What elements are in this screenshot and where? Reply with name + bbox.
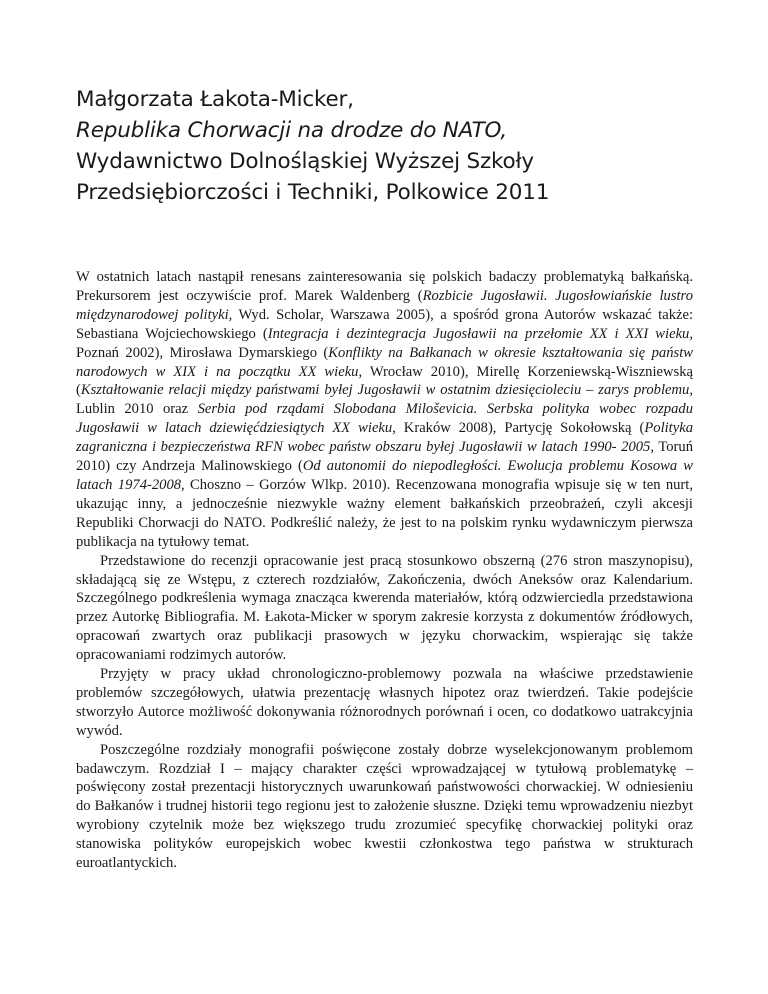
text-run: Przedstawione do recenzji opracowanie jest pracą stosunkowo obszerną (276 stron maszynopisu), składającą się ze Wstępu, z czterech rozdziałów, Zakończenia, dwóch Aneksów oraz Kalendarium. Szczególnego podkreślenia wymaga znacząca kwerenda materiałów, którą odzwierciedla przedstawiona przez Autorkę Bibliografia. M. Łakota-Micker w sporym zakresie korzysta z dokumentów źródłowych, opracowań zwartych oraz publikacji prasowych w języku chorwackim, wspierając się także opracowaniami rodzimych autorów.: [76, 552, 693, 664]
text-run: Przyjęty w pracy układ chronologiczno-problemowy pozwala na właściwe przedstawienie problemów szczegółowych, ułatwia prezentację własnych hipotez oraz twierdzeń. Takie podejście stworzyło Autorce możliwość dokonywania różnorodnych porównań i ocen, co dodatkowo uatrakcyjnia wywód.: [76, 666, 693, 739]
paragraph: [76, 665, 693, 741]
publisher-line: Przedsiębiorczości i Techniki, Polkowice 2011: [76, 180, 550, 205]
author-name: Małgorzata Łakota-Micker,: [76, 87, 354, 112]
italic-citation: Kształtowanie relacji między państwami byłej Jugosławii w ostatnim dziesięcioleciu – zarys problemu: [80, 382, 690, 399]
text-run: Poznań 2002), Mirosława Dymarskiego (: [76, 344, 329, 361]
italic-citation: Serbia pod rządami Slobodana Miloševicia. Serbska polityka wobec rozpadu Jugosławii w latach dziewięćdziesiątych XX wieku,: [76, 401, 693, 437]
italic-citation: Konflikty na Bałkanach w okresie kształtowania się państw narodowych w XIX i na początku XX wieku,: [76, 344, 693, 380]
text-run: , Choszno – Gorzów Wlkp. 2010). Recenzowana monografia wpisuje się w ten nurt, ukazując inny, a jednocześnie niezwykle ważny element bałkańskich przeobrażeń, czyli akcesji Republiki Chorwacji do NATO. Podkreślić należy, że jest to na polskim rynku wydawniczym pierwsza publikacja na tytułowy temat.: [76, 476, 693, 550]
book-title: Republika Chorwacji na drodze do NATO,: [76, 118, 508, 143]
text-run: Wyd. Scholar, Warszawa 2005), a spośród grona Autorów wskazać także: Sebastiana Wojciechowskiego (: [76, 306, 694, 342]
italic-citation: Integracja i dezintegracja Jugosławii na przełomie XX i XXI wieku,: [267, 325, 693, 342]
review-page: [76, 84, 693, 873]
text-run: Poszczególne rozdziały monografii poświęcone zostały dobrze wyselekcjonowanym problemom badawczym. Rozdział I – mający charakter części wprowadzającej w tytułową problematykę – poświęcony został prezentacji historycznych uwarunkowań państwowości chorwackiej. W odniesieniu do Bałkanów i trudnej historii tego regionu jest to założenie słuszne. Dzięki temu wprowadzeniu niezbyt wyrobiony czytelnik może bez większego trudu zrozumieć specyfikę chorwackiej polityki oraz stanowiska polityków europejskich wobec kwestii członkostwa tego państwa w strukturach euroatlantyckich.: [76, 741, 693, 872]
paragraph: [76, 268, 693, 552]
paragraph: [76, 552, 693, 665]
italic-citation: Rozbicie Jugosławii. Jugosłowiańskie lustro międzynarodowej polityki,: [76, 287, 693, 323]
text-run: Kraków 2008), Partycję Sokołowską (: [395, 420, 645, 437]
paragraph: [76, 741, 693, 873]
text-run: Toruń 2010) czy Andrzeja Malinowskiego (: [76, 439, 694, 475]
text-run: Wrocław 2010), Mirellę Korzeniewską-Wiszniewską (: [76, 363, 693, 399]
text-run: W ostatnich latach nastąpił renesans zainteresowania się polskich badaczy problematyką bałkańską. Prekursorem jest oczywiście prof. Marek Waldenberg (: [76, 269, 693, 304]
text-run: , Lublin 2010 oraz: [76, 382, 693, 418]
italic-citation: Od autonomii do niepodległości. Ewolucja problemu Kosowa w latach 1974-2008: [76, 458, 693, 493]
publisher-line: Wydawnictwo Dolnośląskiej Wyższej Szkoły: [76, 149, 534, 174]
review-body: [76, 268, 693, 873]
italic-citation: Polityka zagraniczna i bezpieczeństwa RFN wobec państw obszaru byłej Jugosławii w latach 1990- 2005,: [76, 420, 693, 456]
review-heading: [76, 84, 693, 208]
